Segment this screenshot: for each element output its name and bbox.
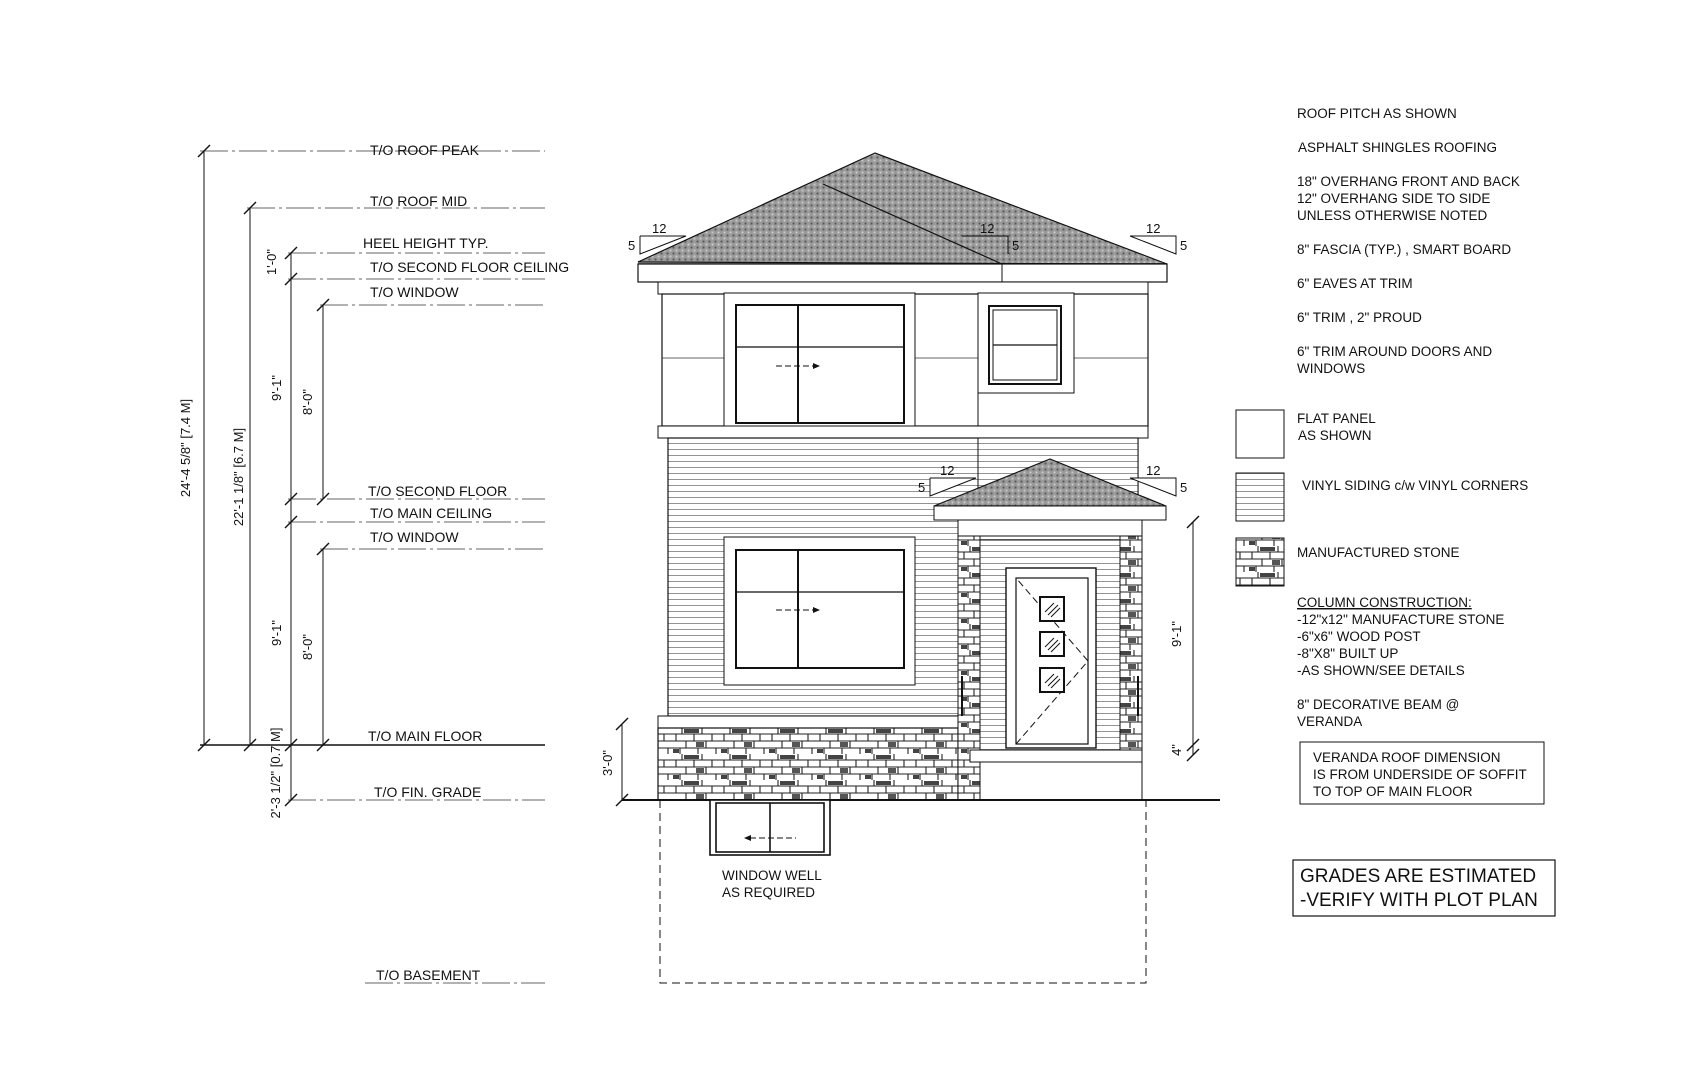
legend-swatch-vinyl-siding [1236, 473, 1284, 521]
level-basement-label: T/O BASEMENT [376, 967, 481, 983]
veranda-note-3: TO TOP OF MAIN FLOOR [1313, 784, 1473, 799]
note-fascia: 8" FASCIA (TYP.) , SMART BOARD [1297, 242, 1512, 257]
note-overhang-2: 12" OVERHANG SIDE TO SIDE [1297, 191, 1491, 206]
dim-main-window: 8'-0" [300, 634, 315, 660]
legend-flat-panel-1: FLAT PANEL [1297, 411, 1376, 426]
level-main-floor-label: T/O MAIN FLOOR [368, 728, 483, 744]
level-roof-peak-label: T/O ROOF PEAK [370, 142, 479, 158]
note-roof-pitch: ROOF PITCH AS SHOWN [1297, 106, 1457, 121]
material-legend [1236, 410, 1528, 586]
column-construction-title: COLUMN CONSTRUCTION: [1297, 595, 1472, 610]
pitch-rise: 5 [1180, 238, 1188, 253]
level-lines [200, 151, 545, 983]
column-line-2: -6"x6" WOOD POST [1297, 629, 1421, 644]
veranda-fascia [934, 506, 1166, 520]
stone-column-right [1120, 536, 1142, 750]
pitch-rise: 5 [1180, 480, 1188, 495]
column-line-3: -8"X8" BUILT UP [1297, 646, 1399, 661]
window-well-label-1: WINDOW WELL [722, 868, 822, 883]
column-line-1: -12"x12" MANUFACTURE STONE [1297, 612, 1505, 627]
window-well-label-2: AS REQUIRED [722, 885, 816, 900]
door-lites [1040, 597, 1064, 692]
note-overhang-3: UNLESS OTHERWISE NOTED [1297, 208, 1488, 223]
grades-note-box [1293, 860, 1555, 916]
dim-main-storey: 9'-1" [269, 620, 284, 646]
level-roof-mid-label: T/O ROOF MID [370, 193, 468, 209]
upper-window [736, 305, 904, 423]
level-fin-grade-label: T/O FIN. GRADE [374, 784, 482, 800]
manufactured-stone-base [658, 728, 958, 800]
veranda-note-box [1300, 742, 1544, 804]
note-trim: 6" TRIM , 2" PROUD [1297, 310, 1422, 325]
dim-veranda-height: 9'-1" [1169, 621, 1184, 647]
pitch-symbol-right [1130, 221, 1187, 254]
beam-note-1: 8" DECORATIVE BEAM @ [1297, 697, 1460, 712]
pitch-rise: 5 [628, 238, 636, 253]
soffit-upper [658, 282, 1148, 294]
pitch-run: 12 [940, 463, 955, 478]
level-second-ceiling-label: T/O SECOND FLOOR CEILING [370, 259, 570, 275]
note-overhang-1: 18" OVERHANG FRONT AND BACK [1297, 174, 1520, 189]
dim-overall-height: 24'-4 5/8" [7.4 M] [178, 398, 193, 498]
pitch-rise: 5 [918, 480, 926, 495]
veranda-note-1: VERANDA ROOF DIMENSION [1313, 750, 1501, 765]
legend-vinyl-siding: VINYL SIDING c/w VINYL CORNERS [1302, 478, 1529, 493]
note-trim-around-1: 6" TRIM AROUND DOORS AND [1297, 344, 1493, 359]
column-construction-notes [1297, 595, 1504, 729]
pitch-rise: 5 [1012, 238, 1020, 253]
beam-note-2: VERANDA [1297, 714, 1363, 729]
legend-flat-panel-2: AS SHOWN [1298, 428, 1372, 443]
level-lower-window-label: T/O WINDOW [370, 529, 459, 545]
note-trim-around-2: WINDOWS [1297, 361, 1366, 376]
main-roof [638, 153, 1167, 264]
house-elevation [622, 153, 1220, 983]
lower-window [736, 550, 904, 668]
column-line-4: -AS SHOWN/SEE DETAILS [1297, 663, 1465, 678]
pitch-run: 12 [1146, 463, 1161, 478]
level-labels [363, 142, 569, 983]
veranda-note-2: IS FROM UNDERSIDE OF SOFFIT [1313, 767, 1527, 782]
grades-note-1: GRADES ARE ESTIMATED [1300, 866, 1537, 887]
dim-second-window: 8'-0" [300, 389, 315, 415]
level-upper-window-label: T/O WINDOW [370, 284, 459, 300]
legend-manufactured-stone: MANUFACTURED STONE [1297, 545, 1460, 560]
dim-grade-to-floor: 2'-3 1/2" [0.7 M] [268, 727, 283, 819]
legend-swatch-flat-panel [1236, 410, 1284, 458]
decorative-beam [958, 520, 1142, 536]
stone-cap [658, 716, 958, 728]
pitch-run: 12 [980, 221, 995, 236]
level-second-floor-label: T/O SECOND FLOOR [368, 483, 508, 499]
dim-roof-mid-height: 22'-1 1/8" [6.7 M] [231, 427, 246, 527]
note-asphalt-shingles: ASPHALT SHINGLES ROOFING [1298, 140, 1498, 155]
pitch-run: 12 [1146, 221, 1161, 236]
general-notes [1297, 106, 1520, 376]
grades-note-2: -VERIFY WITH PLOT PLAN [1300, 890, 1538, 911]
legend-swatch-stone [1236, 538, 1284, 586]
level-heel-height-label: HEEL HEIGHT TYP. [363, 235, 489, 251]
pitch-run: 12 [652, 221, 667, 236]
dim-step: 4" [1169, 744, 1184, 756]
fascia-upper [638, 264, 1167, 282]
note-eaves: 6" EAVES AT TRIM [1297, 276, 1413, 291]
dim-heel-height: 1'-0" [264, 249, 279, 275]
veranda-deck [970, 750, 1142, 762]
belly-band [658, 426, 1148, 438]
dim-stone-height: 3'-0" [600, 750, 615, 776]
dim-second-storey: 9'-1" [269, 375, 284, 401]
level-main-ceiling-label: T/O MAIN CEILING [370, 505, 493, 521]
